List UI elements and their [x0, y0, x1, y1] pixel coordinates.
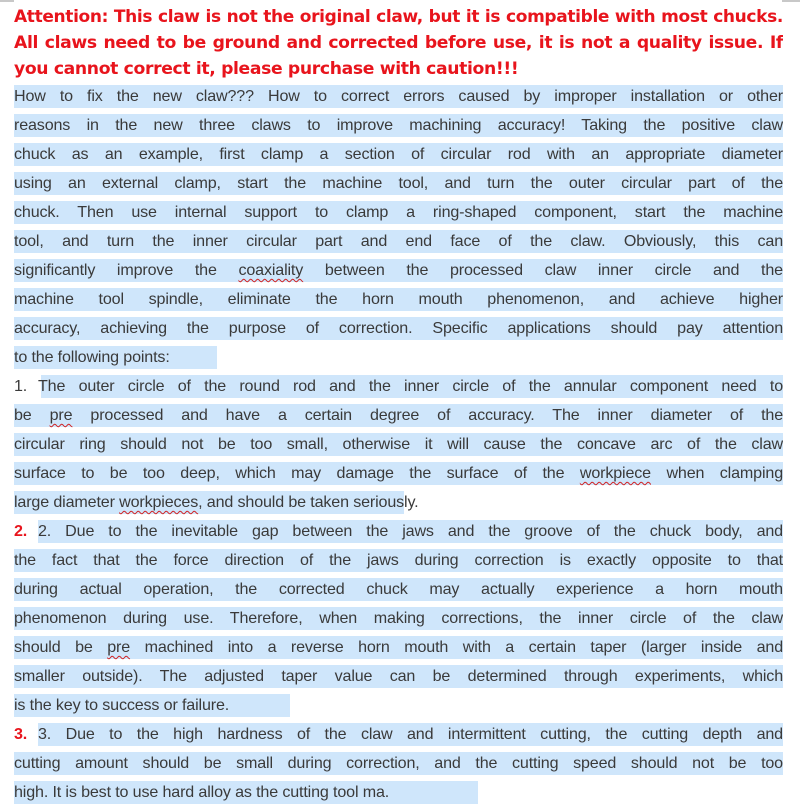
page-corner-mark [782, 0, 800, 2]
line-text: accuracy, achieving the purpose of correction. Specific applications should pay attention [14, 319, 783, 337]
point-3 [14, 720, 783, 807]
warning-line: Attention: This claw is not the original claw, but it is compatible with most chucks. [14, 7, 783, 27]
line-text [14, 256, 783, 285]
text-line[interactable] [14, 401, 783, 430]
page-corner-mark [0, 0, 14, 2]
line-text: How to fix the new claw??? How to correct errors caused by improper installation or other [14, 87, 783, 105]
line-text [14, 372, 783, 401]
text-line[interactable] [14, 546, 783, 575]
text-line[interactable] [14, 459, 783, 488]
text-line[interactable] [14, 111, 783, 140]
line-text: during actual operation, the corrected chuck may actually experience a horn mouth [14, 580, 783, 598]
text-line[interactable] [14, 82, 783, 111]
line-text: chuck. Then use internal support to clamp a ring-shaped component, start the machine [14, 203, 783, 221]
line-text [14, 633, 783, 662]
warning-notice [14, 4, 783, 82]
text-run: , and should be taken seriously. [198, 493, 419, 511]
text-line[interactable] [14, 430, 783, 459]
line-text [14, 720, 783, 749]
text-line[interactable] [14, 778, 783, 807]
line-text: circular ring should not be too small, otherwise it will cause the concave arc of the claw [14, 435, 783, 453]
text-line[interactable] [14, 198, 783, 227]
line-text: chuck as an example, first clamp a section of circular rod with an appropriate diameter [14, 145, 783, 163]
text-line[interactable] [14, 517, 783, 546]
line-text: is the key to success or failure. [14, 696, 230, 714]
spellcheck-flagged-word[interactable]: pre [49, 406, 73, 424]
line-text: smaller outside). The adjusted taper value can be determined through experiments, which [14, 667, 783, 685]
line-text: reasons in the new three claws to improve machining accuracy! Taking the positive claw [14, 116, 783, 134]
text-run: machined into a reverse horn mouth with a certain taper (larger inside and [130, 638, 783, 656]
text-line[interactable] [14, 604, 783, 633]
line-text: machine tool spindle, eliminate the horn mouth phenomenon, and achieve higher [14, 290, 783, 308]
text-run: significantly improve the [14, 261, 239, 279]
text-line[interactable] [14, 169, 783, 198]
list-number: 1. [14, 377, 28, 395]
warning-line: you cannot correct it, please purchase with caution!!! [14, 59, 519, 79]
point-2 [14, 517, 783, 720]
text-line[interactable] [14, 633, 783, 662]
text-run: processed and have a certain degree of accuracy. The inner diameter of the [72, 406, 783, 424]
text-line[interactable] [14, 488, 783, 517]
text-run: large diameter [14, 493, 120, 511]
text-line[interactable] [14, 720, 783, 749]
line-text: to the following points: [14, 348, 170, 366]
text-line[interactable] [14, 140, 783, 169]
text-line[interactable] [14, 372, 783, 401]
text-line[interactable] [14, 691, 783, 720]
text-line[interactable] [14, 227, 783, 256]
document-body [14, 4, 783, 807]
text-line[interactable] [14, 314, 783, 343]
text-line[interactable] [14, 343, 783, 372]
text-line[interactable] [14, 749, 783, 778]
line-text [14, 459, 783, 488]
spellcheck-flagged-word[interactable]: workpiece [579, 464, 651, 482]
list-number: 2. [14, 522, 28, 540]
text-run: be [14, 406, 50, 424]
text-run: 2. Due to the inevitable gap between the jaws and the groove of the chuck body, and [38, 522, 783, 540]
text-line[interactable] [14, 285, 783, 314]
text-run: The outer circle of the round rod and the inner circle of the annular component need to [38, 377, 783, 395]
intro-paragraph [14, 82, 783, 372]
text-run: surface to be too deep, which may damage the surface of the [14, 464, 580, 482]
list-number: 3. [14, 725, 28, 743]
text-line[interactable] [14, 256, 783, 285]
line-text: high. It is best to use hard alloy as the cutting tool ma. [14, 783, 390, 801]
text-line[interactable] [14, 662, 783, 691]
text-run: 3. Due to the high hardness of the claw and intermittent cutting, the cutting depth and [38, 725, 783, 743]
warning-line: All claws need to be ground and corrected before use, it is not a quality issue. If [14, 33, 783, 53]
text-run: should be [14, 638, 108, 656]
line-text: phenomenon during use. Therefore, when making corrections, the inner circle of the claw [14, 609, 783, 627]
line-text [14, 488, 418, 517]
spellcheck-flagged-word[interactable]: workpieces [119, 493, 199, 511]
text-run: between the processed claw inner circle and the [303, 261, 783, 279]
text-run: when clamping [650, 464, 783, 482]
spellcheck-flagged-word[interactable]: coaxiality [238, 261, 304, 279]
text-line[interactable] [14, 575, 783, 604]
line-text: the fact that the force direction of the jaws during correction is exactly opposite to that [14, 551, 783, 569]
line-text: cutting amount should be small during correction, and the cutting speed should not be too [14, 754, 783, 772]
line-text: using an external clamp, start the machine tool, and turn the outer circular part of the [14, 174, 783, 192]
line-text [14, 401, 783, 430]
line-text: tool, and turn the inner circular part and end face of the claw. Obviously, this can [14, 232, 783, 250]
line-text [14, 517, 783, 546]
spellcheck-flagged-word[interactable]: pre [107, 638, 131, 656]
point-1 [14, 372, 783, 517]
